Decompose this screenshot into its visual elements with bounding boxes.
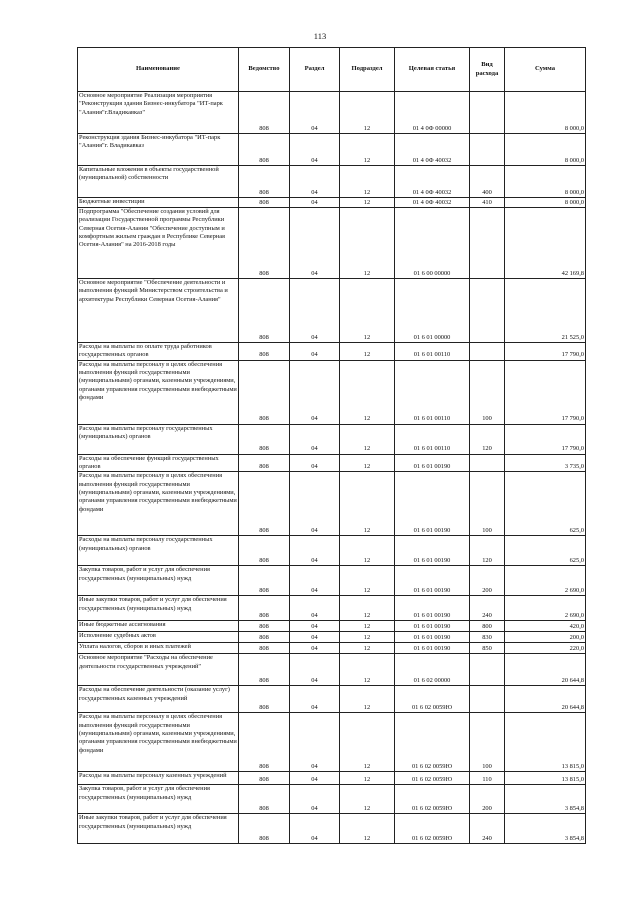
row-target-article-cell: 01 6 02 0059Ю: [395, 814, 470, 844]
column-header-subsection: Подраздел: [340, 48, 395, 92]
row-department-cell: 808: [239, 360, 290, 424]
row-subsection-cell: 12: [340, 134, 395, 166]
row-expense-type-cell: [470, 343, 505, 361]
row-section-cell: 04: [290, 472, 340, 536]
row-subsection-cell: 12: [340, 643, 395, 654]
row-name-cell: Расходы на обеспечение деятельности (оказание услуг) государственных казенных учреждений: [78, 686, 239, 713]
table-row: [78, 360, 586, 424]
row-section-cell: 04: [290, 134, 340, 166]
row-expense-type-cell: 800: [470, 621, 505, 632]
table-row: [78, 686, 586, 713]
row-department-cell: 808: [239, 654, 290, 686]
row-name-cell: Реконструкция здания Бизнес-инкубатора "ИТ-парк "Алания"г. Владикавказ: [78, 134, 239, 166]
row-section-cell: 04: [290, 208, 340, 279]
row-target-article-cell: 01 6 01 00110: [395, 360, 470, 424]
row-section-cell: 04: [290, 566, 340, 596]
row-target-article-cell: 01 6 01 00000: [395, 279, 470, 343]
row-target-article-cell: 01 4 0Ф 40032: [395, 198, 470, 208]
row-name-cell: Подпрограмма "Обеспечение создания условий для реализации Государственной программы Республики Северная Осетия-Алания "Обеспечение доступным и комфортным жильем граждан в Республике Северная Осетия-Алания" на 2016-2018 годы: [78, 208, 239, 279]
row-department-cell: 808: [239, 566, 290, 596]
row-sum-cell: 8 000,0: [505, 92, 586, 134]
column-header-expense-type: Вид расхода: [470, 48, 505, 92]
row-section-cell: 04: [290, 785, 340, 814]
row-subsection-cell: 12: [340, 424, 395, 454]
row-section-cell: 04: [290, 654, 340, 686]
row-expense-type-cell: [470, 208, 505, 279]
row-target-article-cell: 01 6 01 00190: [395, 621, 470, 632]
row-section-cell: 04: [290, 536, 340, 566]
row-expense-type-cell: 100: [470, 713, 505, 772]
budget-table: [77, 47, 586, 844]
row-department-cell: 808: [239, 632, 290, 643]
row-sum-cell: 42 169,8: [505, 208, 586, 279]
row-name-cell: Расходы на выплаты персоналу в целях обеспечения выполнения функций государственными (муниципальными) органами, казенными учреждениями, органами управления государственными внебюджетными фондами: [78, 713, 239, 772]
table-row: [78, 713, 586, 772]
row-department-cell: 808: [239, 279, 290, 343]
row-subsection-cell: 12: [340, 343, 395, 361]
row-subsection-cell: 12: [340, 772, 395, 785]
row-expense-type-cell: [470, 134, 505, 166]
table-row: [78, 596, 586, 621]
row-subsection-cell: 12: [340, 198, 395, 208]
table-row: [78, 134, 586, 166]
row-sum-cell: 3 854,8: [505, 814, 586, 844]
row-subsection-cell: 12: [340, 279, 395, 343]
table-row: [78, 772, 586, 785]
column-header-department: Ведомство: [239, 48, 290, 92]
row-sum-cell: 3 735,0: [505, 454, 586, 472]
row-name-cell: Основное мероприятие Реализация мероприятия "Реконструкция здания Бизнес-инкубатора "ИТ-парк "Алания"г.Владикавказ": [78, 92, 239, 134]
row-expense-type-cell: 400: [470, 166, 505, 198]
table-header-row: [78, 48, 586, 92]
row-section-cell: 04: [290, 621, 340, 632]
row-name-cell: Иные закупки товаров, работ и услуг для обеспечения государственных (муниципальных) нужд: [78, 814, 239, 844]
table-row: [78, 654, 586, 686]
row-name-cell: Закупка товаров, работ и услуг для обеспечения государственных (муниципальных) нужд: [78, 566, 239, 596]
row-section-cell: 04: [290, 772, 340, 785]
row-department-cell: 808: [239, 814, 290, 844]
row-subsection-cell: 12: [340, 621, 395, 632]
row-name-cell: Расходы на обеспечение функций государственных органов: [78, 454, 239, 472]
row-target-article-cell: 01 6 01 00190: [395, 454, 470, 472]
row-department-cell: 808: [239, 713, 290, 772]
row-expense-type-cell: 120: [470, 424, 505, 454]
row-sum-cell: 420,0: [505, 621, 586, 632]
row-subsection-cell: 12: [340, 536, 395, 566]
row-expense-type-cell: [470, 454, 505, 472]
row-sum-cell: 21 525,0: [505, 279, 586, 343]
table-row: [78, 279, 586, 343]
row-sum-cell: 17 790,0: [505, 424, 586, 454]
column-header-sum: Сумма: [505, 48, 586, 92]
table-row: [78, 566, 586, 596]
row-target-article-cell: 01 6 01 00190: [395, 566, 470, 596]
row-department-cell: 808: [239, 134, 290, 166]
row-expense-type-cell: [470, 279, 505, 343]
row-target-article-cell: 01 4 0Ф 40032: [395, 134, 470, 166]
row-expense-type-cell: 850: [470, 643, 505, 654]
row-name-cell: Уплата налогов, сборов и иных платежей: [78, 643, 239, 654]
row-sum-cell: 8 000,0: [505, 198, 586, 208]
row-target-article-cell: 01 6 02 0059Ю: [395, 785, 470, 814]
table-row: [78, 632, 586, 643]
row-department-cell: 808: [239, 424, 290, 454]
row-name-cell: Бюджетные инвестиции: [78, 198, 239, 208]
row-section-cell: 04: [290, 632, 340, 643]
row-department-cell: 808: [239, 621, 290, 632]
row-target-article-cell: 01 6 02 0059Ю: [395, 713, 470, 772]
row-department-cell: 808: [239, 686, 290, 713]
row-subsection-cell: 12: [340, 454, 395, 472]
row-sum-cell: 20 644,8: [505, 686, 586, 713]
row-sum-cell: 8 000,0: [505, 134, 586, 166]
row-target-article-cell: 01 6 02 0059Ю: [395, 772, 470, 785]
row-target-article-cell: 01 6 00 00000: [395, 208, 470, 279]
row-name-cell: Расходы на выплаты по оплате труда работников государственных органов: [78, 343, 239, 361]
row-expense-type-cell: 410: [470, 198, 505, 208]
row-name-cell: Расходы на выплаты персоналу казенных учреждений: [78, 772, 239, 785]
row-section-cell: 04: [290, 166, 340, 198]
row-section-cell: 04: [290, 92, 340, 134]
row-department-cell: 808: [239, 208, 290, 279]
row-department-cell: 808: [239, 92, 290, 134]
row-department-cell: 808: [239, 536, 290, 566]
column-header-name: Наименование: [78, 48, 239, 92]
page-number: 113: [313, 31, 327, 41]
table-row: [78, 166, 586, 198]
row-department-cell: 808: [239, 596, 290, 621]
row-name-cell: Иные бюджетные ассигнования: [78, 621, 239, 632]
row-expense-type-cell: [470, 92, 505, 134]
row-sum-cell: 625,0: [505, 472, 586, 536]
row-sum-cell: 17 790,0: [505, 360, 586, 424]
row-target-article-cell: 01 6 01 00110: [395, 343, 470, 361]
row-sum-cell: 20 644,8: [505, 654, 586, 686]
row-sum-cell: 200,0: [505, 632, 586, 643]
row-department-cell: 808: [239, 772, 290, 785]
table-row: [78, 343, 586, 361]
row-target-article-cell: 01 6 01 00190: [395, 643, 470, 654]
row-subsection-cell: 12: [340, 686, 395, 713]
row-department-cell: 808: [239, 643, 290, 654]
row-sum-cell: 2 690,0: [505, 596, 586, 621]
table-row: [78, 92, 586, 134]
row-subsection-cell: 12: [340, 472, 395, 536]
row-subsection-cell: 12: [340, 713, 395, 772]
row-sum-cell: 220,0: [505, 643, 586, 654]
row-sum-cell: 8 000,0: [505, 166, 586, 198]
row-sum-cell: 3 854,8: [505, 785, 586, 814]
row-target-article-cell: 01 6 01 00190: [395, 632, 470, 643]
row-name-cell: Расходы на выплаты персоналу в целях обеспечения выполнения функций государственными (муниципальными) органами, казенными учреждениями, органами управления государственными внебюджетными фондами: [78, 360, 239, 424]
row-name-cell: Капитальные вложения в объекты государственной (муниципальной) собственности: [78, 166, 239, 198]
row-subsection-cell: 12: [340, 566, 395, 596]
table-row: [78, 472, 586, 536]
row-section-cell: 04: [290, 198, 340, 208]
table-row: [78, 424, 586, 454]
row-department-cell: 808: [239, 785, 290, 814]
row-target-article-cell: 01 6 02 00000: [395, 654, 470, 686]
row-section-cell: 04: [290, 343, 340, 361]
table-row: [78, 198, 586, 208]
row-sum-cell: 13 815,0: [505, 713, 586, 772]
row-expense-type-cell: 200: [470, 785, 505, 814]
row-target-article-cell: 01 6 01 00190: [395, 596, 470, 621]
row-target-article-cell: 01 6 01 00190: [395, 472, 470, 536]
table-row: [78, 536, 586, 566]
row-subsection-cell: 12: [340, 596, 395, 621]
row-target-article-cell: 01 6 02 0059Ю: [395, 686, 470, 713]
row-section-cell: 04: [290, 596, 340, 621]
row-target-article-cell: 01 4 0Ф 40032: [395, 166, 470, 198]
row-department-cell: 808: [239, 343, 290, 361]
row-sum-cell: 2 690,0: [505, 566, 586, 596]
row-expense-type-cell: 100: [470, 472, 505, 536]
row-section-cell: 04: [290, 643, 340, 654]
row-name-cell: Закупка товаров, работ и услуг для обеспечения государственных (муниципальных) нужд: [78, 785, 239, 814]
table-row: [78, 785, 586, 814]
row-name-cell: Основное мероприятие "Расходы на обеспечение деятельности государственных учреждений": [78, 654, 239, 686]
row-subsection-cell: 12: [340, 208, 395, 279]
row-subsection-cell: 12: [340, 632, 395, 643]
row-department-cell: 808: [239, 166, 290, 198]
row-expense-type-cell: 110: [470, 772, 505, 785]
row-subsection-cell: 12: [340, 92, 395, 134]
row-expense-type-cell: 240: [470, 814, 505, 844]
table-row: [78, 454, 586, 472]
column-header-target-article: Целевая статья: [395, 48, 470, 92]
row-section-cell: 04: [290, 454, 340, 472]
row-section-cell: 04: [290, 814, 340, 844]
row-subsection-cell: 12: [340, 654, 395, 686]
row-subsection-cell: 12: [340, 360, 395, 424]
column-header-section: Раздел: [290, 48, 340, 92]
row-name-cell: Расходы на выплаты персоналу государственных (муниципальных) органов: [78, 424, 239, 454]
row-target-article-cell: 01 4 0Ф 00000: [395, 92, 470, 134]
row-expense-type-cell: 830: [470, 632, 505, 643]
row-department-cell: 808: [239, 198, 290, 208]
row-name-cell: Исполнение судебных актов: [78, 632, 239, 643]
row-subsection-cell: 12: [340, 785, 395, 814]
row-name-cell: Расходы на выплаты персоналу в целях обеспечения выполнения функций государственными (муниципальными) органами, казенными учреждениями, органами управления государственными внебюджетными фондами: [78, 472, 239, 536]
row-subsection-cell: 12: [340, 814, 395, 844]
row-expense-type-cell: [470, 686, 505, 713]
row-subsection-cell: 12: [340, 166, 395, 198]
row-sum-cell: 13 815,0: [505, 772, 586, 785]
table-row: [78, 621, 586, 632]
row-expense-type-cell: 240: [470, 596, 505, 621]
row-department-cell: 808: [239, 454, 290, 472]
row-name-cell: Расходы на выплаты персоналу государственных (муниципальных) органов: [78, 536, 239, 566]
row-name-cell: Основное мероприятие "Обеспечение деятельности и выполнения функций Министерством строительства и архитектуры Республики Северная Осетия-Алания": [78, 279, 239, 343]
row-expense-type-cell: 200: [470, 566, 505, 596]
table-row: [78, 208, 586, 279]
row-expense-type-cell: [470, 654, 505, 686]
row-section-cell: 04: [290, 713, 340, 772]
row-expense-type-cell: 100: [470, 360, 505, 424]
row-target-article-cell: 01 6 01 00110: [395, 424, 470, 454]
row-sum-cell: 625,0: [505, 536, 586, 566]
table-row: [78, 643, 586, 654]
row-expense-type-cell: 120: [470, 536, 505, 566]
row-section-cell: 04: [290, 424, 340, 454]
row-department-cell: 808: [239, 472, 290, 536]
row-sum-cell: 17 790,0: [505, 343, 586, 361]
row-name-cell: Иные закупки товаров, работ и услуг для обеспечения государственных (муниципальных) нужд: [78, 596, 239, 621]
table-row: [78, 814, 586, 844]
row-section-cell: 04: [290, 360, 340, 424]
row-target-article-cell: 01 6 01 00190: [395, 536, 470, 566]
row-section-cell: 04: [290, 279, 340, 343]
row-section-cell: 04: [290, 686, 340, 713]
